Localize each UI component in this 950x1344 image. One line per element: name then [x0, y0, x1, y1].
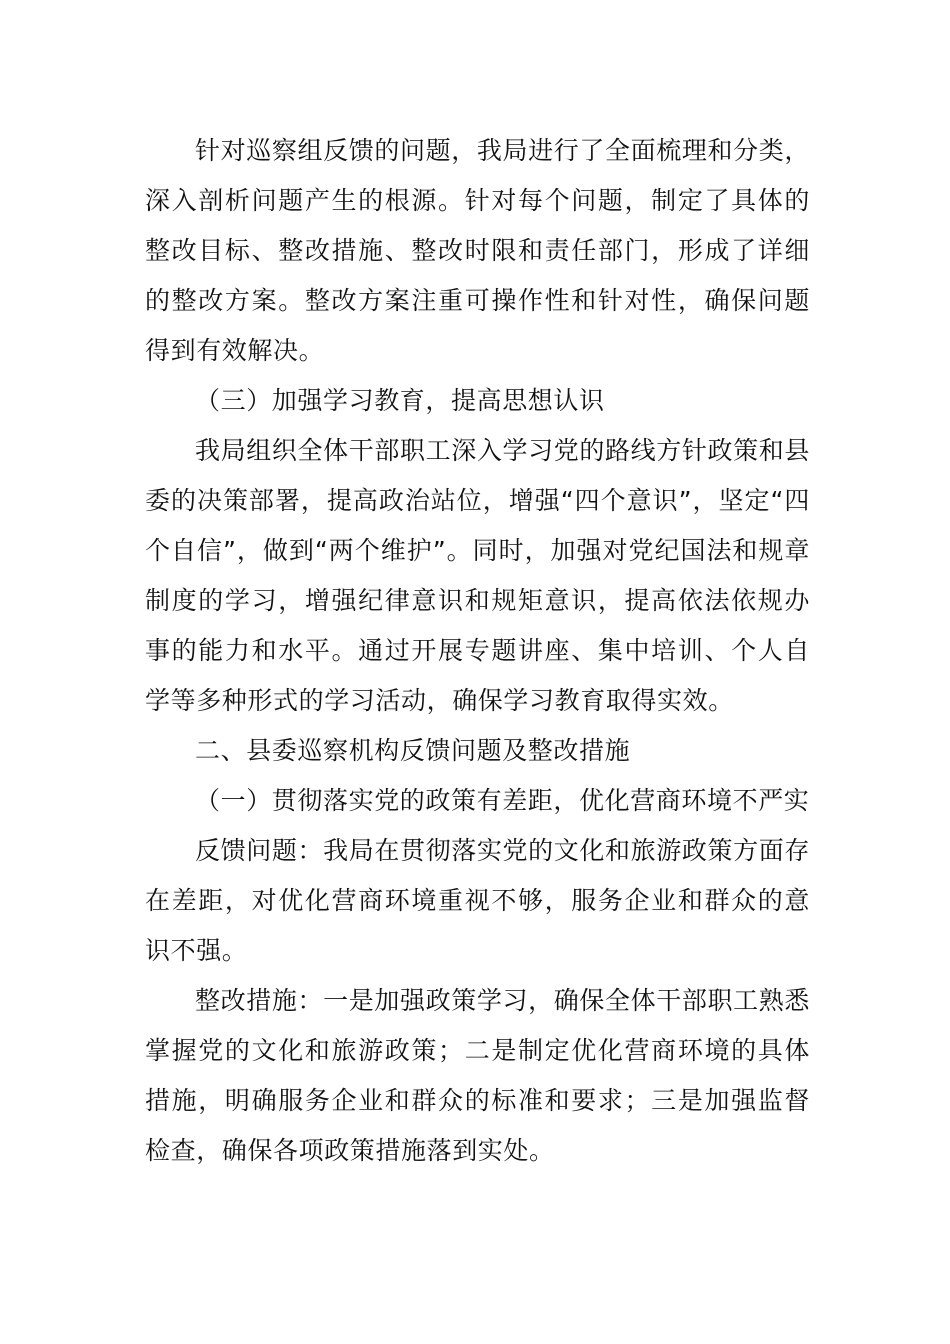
body-paragraph: 针对巡察组反馈的问题，我局进行了全面梳理和分类，深入剖析问题产生的根源。针对每个问题，制定了具体的整改目标、整改措施、整改时限和责任部门，形成了详细的整改方案。整改方案注重可操作性和针对性，确保问题得到有效解决。	[145, 136, 810, 365]
body-paragraph: 整改措施：一是加强政策学习，确保全体干部职工熟悉掌握党的文化和旅游政策；二是制定优化营商环境的具体措施，明确服务企业和群众的标准和要求；三是加强监督检查，确保各项政策措施落到实处。	[145, 986, 810, 1165]
body-paragraph: 我局组织全体干部职工深入学习党的路线方针政策和县委的决策部署，提高政治站位，增强“四个意识”，坚定“四个自信”，做到“两个维护”。同时，加强对党纪国法和规章制度的学习，增强纪律意识和规矩意识，提高依法依规办事的能力和水平。通过开展专题讲座、集中培训、个人自学等多种形式的学习活动，确保学习教育取得实效。	[145, 436, 810, 715]
section-heading: 二、县委巡察机构反馈问题及整改措施	[195, 736, 631, 765]
subsection-heading: （一）贯彻落实党的政策有差距，优化营商环境不严实	[195, 786, 810, 815]
section-heading: （三）加强学习教育，提高思想认识	[195, 386, 605, 415]
document-body	[145, 126, 810, 1176]
body-paragraph: 反馈问题：我局在贯彻落实党的文化和旅游政策方面存在差距，对优化营商环境重视不够，服务企业和群众的意识不强。	[145, 836, 810, 965]
